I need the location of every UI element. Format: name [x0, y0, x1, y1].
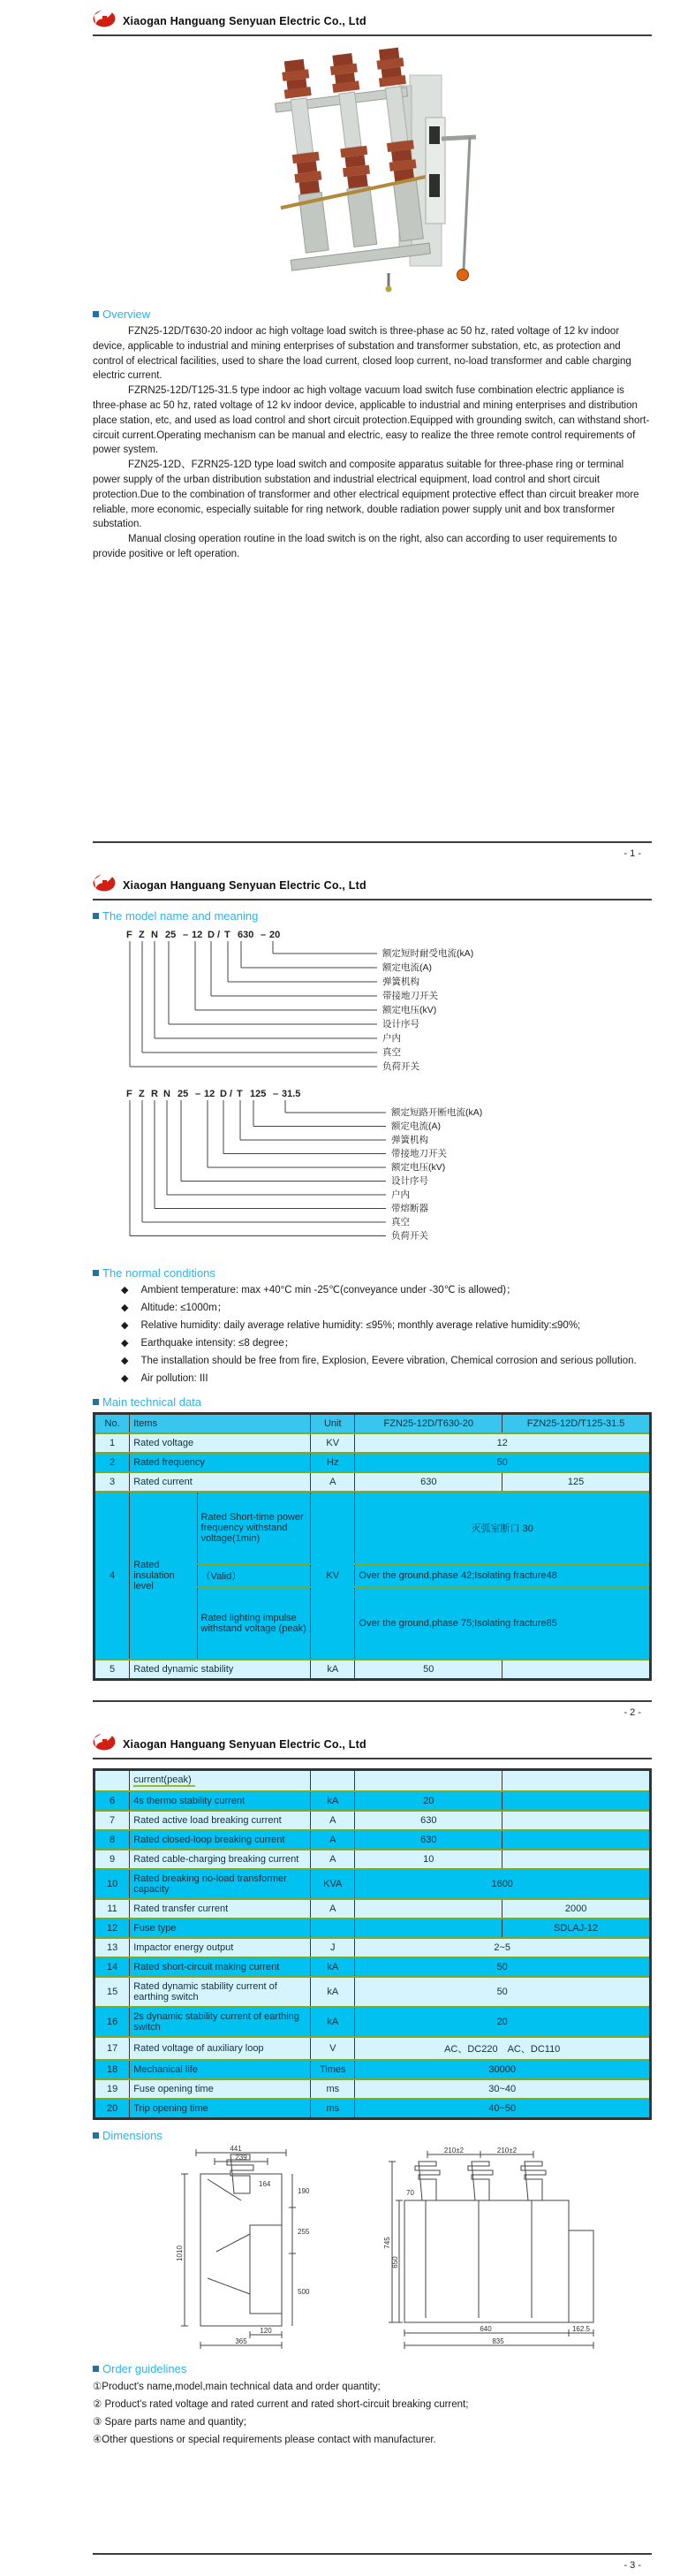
company-name: Xiaogan Hanguang Senyuan Electric Co., Ltd [123, 878, 366, 892]
page-header [93, 1723, 652, 1759]
model-code-segment: 20 [269, 930, 281, 940]
condition-item: ◆ The installation should be free from fire, Explosion, Eevere vibration, Chemical corrosion and serious pollution. [121, 1354, 652, 1369]
section-model-name [93, 909, 652, 923]
page-number-3: - 3 - [623, 2560, 641, 2571]
model-meaning-label: 额定电压(kV) [382, 1005, 437, 1015]
svg-text:210±2: 210±2 [496, 2147, 518, 2154]
section-bullet-icon [93, 311, 99, 317]
model-meaning-label: 带熔断器 [391, 1203, 428, 1214]
svg-text:1010: 1010 [176, 2245, 184, 2261]
condition-item: ◆ Altitude: ≤1000m； [121, 1301, 652, 1316]
svg-text:640: 640 [480, 2325, 492, 2333]
table-row: 8 Rated closed-loop breaking current A 630 [94, 1830, 651, 1850]
table-row: 4 Rated insulation level Rated Short-time power frequency withstand voltage(1min) KV 灭弧室断口 30 [94, 1492, 651, 1564]
model-meaning-label: 额定电流(A) [391, 1121, 441, 1132]
order-item: ③ Spare parts name and quantity; [93, 2417, 246, 2428]
model-code-segment: D [208, 930, 215, 940]
diamond-bullet-icon: ◆ [121, 1303, 129, 1313]
svg-text:650: 650 [391, 2256, 399, 2268]
svg-text:162.5: 162.5 [571, 2325, 591, 2333]
order-item: ④Other questions or special requirements please contact with manufacturer. [93, 2435, 436, 2445]
table-header-row [94, 1414, 651, 1434]
model-code-segment: D [220, 1089, 227, 1099]
conditions-list [93, 1283, 652, 1387]
svg-text:835: 835 [492, 2337, 504, 2345]
diamond-bullet-icon: ◆ [121, 1356, 129, 1366]
company-logo-icon [93, 1733, 117, 1755]
overview-paragraph-1: FZN25-12D/T630-20 indoor ac high voltage load switch is three-phase ac 50 hz, rated voltage of 12 kv indoor device, applicable to industrial and mining enterprises of substation and transformer substation, etc, as protection and control of electrical facilities, used to share the load current, closed loop current, no-load transformer and cable charging electric current. [93, 326, 631, 382]
model-meaning-label: 额定短路开断电流(kA) [391, 1107, 483, 1118]
overview-paragraph-2: FZRN25-12D/T125-31.5 type indoor ac high voltage vacuum load switch fuse combination electric appliance is three-phase ac 50 hz, rated voltage of 12 kv indoor device, applicable to industrial and mining enterprises and distribution place station, etc, and used as load control and short circuit protection.Equipped with grounding switch, can withstand short-circuit current.Operating mechanism can be manual and electric, easy to realize the three remote control requirements of power system. [93, 385, 650, 456]
table-row: 17 Rated voltage of auxiliary loop V AC、DC220 AC、DC110 [94, 2037, 651, 2060]
header-model-1: FZN25-12D/T630-20 [355, 1414, 502, 1434]
model-code-segment: – [195, 1089, 201, 1099]
company-name: Xiaogan Hanguang Senyuan Electric Co., Ltd [123, 1737, 366, 1751]
svg-text:239: 239 [235, 2154, 247, 2162]
dimension-drawing-side-view [146, 2146, 353, 2353]
table-row: 11 Rated transfer current A 2000 [94, 1899, 651, 1919]
technical-data-table-part2 [93, 1768, 652, 2120]
model-code-segment: 31.5 [282, 1089, 301, 1099]
model-diagram-fzrn25 [117, 1085, 577, 1258]
model-code-segment: Z [139, 1089, 145, 1099]
condition-item: ◆ Relative humidity: daily average relative humidity: ≤95%; monthly average relative humidity:≤90%; [121, 1318, 652, 1334]
svg-text:500: 500 [298, 2288, 310, 2296]
header-items: Items [130, 1414, 311, 1434]
page-number-2: - 2 - [623, 1707, 641, 1718]
company-logo-icon [93, 874, 117, 896]
diamond-bullet-icon: ◆ [121, 1320, 129, 1331]
table-row: 13 Impactor energy output J 2~5 [94, 1938, 651, 1957]
diamond-bullet-icon: ◆ [121, 1285, 129, 1296]
section-title: Overview [102, 308, 151, 321]
model-code-segment: F [126, 1089, 132, 1099]
condition-item: ◆ Earthquake intensity: ≤8 degree； [121, 1336, 652, 1351]
table-row: 6 4s thermo stability current kA 20 [94, 1791, 651, 1811]
table-row: 5 Rated dynamic stability kA 50 [94, 1660, 651, 1680]
model-code-segment: R [151, 1089, 158, 1099]
svg-text:441: 441 [230, 2146, 242, 2153]
condition-item: ◆ Air pollution: III [121, 1372, 652, 1387]
table-row: Rated lighting impulse withstand voltage (peak) Over the ground,phase 75;Isolating fracture85 [94, 1587, 651, 1660]
order-item: ①Product's name,model,main technical data and order quantity; [93, 2382, 381, 2392]
model-code-segment: N [151, 930, 158, 940]
table-row: 1 Rated voltage KV 12 [94, 1433, 651, 1453]
svg-text:164: 164 [259, 2180, 271, 2188]
section-bullet-icon [93, 2132, 99, 2139]
model-diagram-fzn25 [117, 926, 559, 1085]
model-code-segment: 12 [192, 930, 203, 940]
model-meaning-label: 负荷开关 [382, 1061, 419, 1072]
section-bullet-icon [93, 1399, 99, 1405]
model-code-segment: – [261, 930, 267, 940]
model-code-segment: T [237, 1089, 243, 1099]
section-bullet-icon [93, 913, 99, 919]
section-title: The model name and meaning [102, 909, 259, 923]
company-name: Xiaogan Hanguang Senyuan Electric Co., Ltd [123, 14, 366, 27]
page-header [93, 0, 652, 36]
table-row: 12 Fuse type SDLAJ-12 [94, 1919, 651, 1938]
model-code-segment: Z [139, 930, 145, 940]
section-order-guidelines [93, 2362, 652, 2375]
page-2 [0, 864, 680, 1723]
model-meaning-label: 户内 [391, 1189, 410, 1200]
model-code-segment: T [224, 930, 230, 940]
table-row: 16 2s dynamic stability current of earthing switch kA 20 [94, 2007, 651, 2037]
model-code-segment: / [217, 930, 221, 940]
model-code-segment: 25 [165, 930, 177, 940]
model-meaning-label: 带接地刀开关 [391, 1148, 447, 1159]
diamond-bullet-icon: ◆ [121, 1338, 129, 1349]
order-guidelines-list [93, 2379, 652, 2448]
table-row: current(peak) [94, 1770, 651, 1792]
dimension-drawing-front-view [383, 2146, 608, 2353]
model-meaning-label: 额定电压(kV) [391, 1162, 446, 1173]
model-meaning-label: 真空 [382, 1047, 401, 1058]
model-meaning-label: 额定电流(A) [382, 962, 432, 973]
svg-text:120: 120 [260, 2327, 272, 2335]
overview-paragraph-4: Manual closing operation routine in the load switch is on the right, also can according to user requirements to provide positive or left operation. [93, 534, 617, 559]
section-normal-conditions [93, 1266, 652, 1280]
model-meaning-label: 真空 [391, 1217, 410, 1227]
svg-text:210±2: 210±2 [443, 2147, 465, 2154]
header-unit: Unit [311, 1414, 355, 1434]
section-bullet-icon [93, 2366, 99, 2372]
model-code-segment: F [126, 930, 132, 940]
svg-text:365: 365 [235, 2337, 247, 2345]
table-row: 18 Mechanical life Times 30000 [94, 2060, 651, 2079]
section-main-technical-data [93, 1395, 652, 1409]
insulator-columns [280, 47, 425, 253]
footer-rule [93, 2553, 652, 2555]
page-header [93, 864, 652, 900]
page-number-1: - 1 - [623, 848, 641, 859]
model-meaning-label: 弹簧机构 [382, 976, 419, 987]
section-title: Main technical data [102, 1395, 202, 1409]
model-meaning-label: 带接地刀开关 [382, 991, 438, 1001]
model-code-segment: 630 [238, 930, 254, 940]
section-overview [93, 308, 652, 321]
technical-data-table-part1 [93, 1412, 652, 1681]
company-logo-icon [93, 10, 117, 32]
diamond-bullet-icon: ◆ [121, 1373, 129, 1384]
model-meaning-label: 设计序号 [391, 1175, 428, 1187]
table-row: 15 Rated dynamic stability current of earthing switch kA 50 [94, 1977, 651, 2007]
table-row: （Valid） Over the ground,phase 42;Isolating fracture48 [94, 1564, 651, 1587]
model-code-segment: / [230, 1089, 233, 1099]
table-row: 2 Rated frequency Hz 50 [94, 1453, 651, 1472]
condition-item: ◆ Ambient temperature: max +40°C min -25℃(conveyance under -30℃ is allowed)； [121, 1283, 652, 1298]
model-code-segment: 125 [250, 1089, 267, 1099]
model-meaning-label: 弹簧机构 [391, 1135, 428, 1145]
product-photo [93, 42, 652, 299]
svg-text:255: 255 [298, 2228, 310, 2236]
model-code-segment: N [163, 1089, 170, 1099]
svg-text:190: 190 [298, 2187, 310, 2195]
section-bullet-icon [93, 1270, 99, 1276]
model-meaning-label: 负荷开关 [391, 1230, 428, 1242]
table-row: 20 Trip opening time ms 40~50 [94, 2099, 651, 2119]
order-item: ② Product's rated voltage and rated current and rated short-circuit breaking current; [93, 2399, 469, 2410]
header-model-2: FZN25-12D/T125-31.5 [502, 1414, 651, 1434]
section-dimensions [93, 2129, 652, 2142]
table-row: 19 Fuse opening time ms 30~40 [94, 2079, 651, 2099]
dimension-drawings [146, 2146, 652, 2353]
table-row: 9 Rated cable-charging breaking current A 10 [94, 1850, 651, 1869]
section-title: The normal conditions [102, 1266, 215, 1280]
model-meaning-label: 额定短时耐受电流(kA) [382, 948, 474, 959]
model-code-segment: – [183, 930, 189, 940]
model-code-segment: 12 [204, 1089, 215, 1099]
table-row: 3 Rated current A 630 125 [94, 1472, 651, 1492]
section-title: Order guidelines [102, 2362, 187, 2375]
model-code-segment: 25 [178, 1089, 189, 1099]
table-row: 10 Rated breaking no-load transformer capacity KVA 1600 [94, 1869, 651, 1899]
page-3 [0, 1723, 680, 2576]
section-title: Dimensions [102, 2129, 162, 2142]
svg-text:70: 70 [406, 2189, 414, 2197]
footer-rule [93, 1700, 652, 1702]
footer-rule [93, 841, 652, 843]
table-row: 7 Rated active load breaking current A 630 [94, 1811, 651, 1830]
table-row: 14 Rated short-circuit making current kA 50 [94, 1957, 651, 1977]
model-meaning-label: 设计序号 [382, 1019, 419, 1030]
model-meaning-label: 户内 [382, 1033, 401, 1044]
model-code-segment: – [273, 1089, 279, 1099]
overview-paragraph-3: FZN25-12D、FZRN25-12D type load switch and composite apparatus suitable for three-phase ring or terminal power supply of the urban distribution substation and industrial electrical equipment, load control and short circuit protection.Due to the combination of transformer and other electrical equipment protective effect than circuit breaker more reliable, more economic, especially suitable for ring network, double radiation power supply unit and box transformer substation. [93, 460, 639, 530]
page-1 [0, 0, 680, 864]
header-no: No. [94, 1414, 130, 1434]
svg-text:745: 745 [383, 2237, 391, 2249]
